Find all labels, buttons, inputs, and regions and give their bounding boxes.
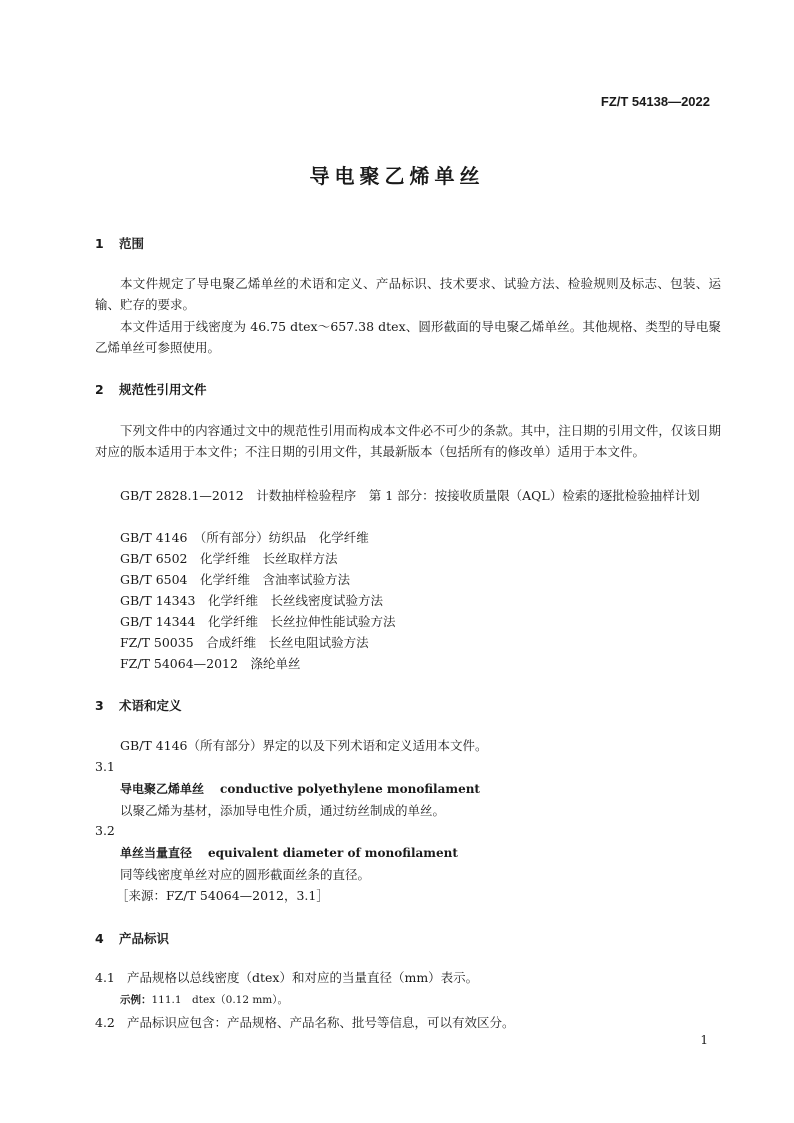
section-3-heading (95, 696, 182, 714)
standard-code: FZ/T 54138—2022 (600, 94, 710, 109)
reference-item: GB/T 14344 化学纤维 长丝拉伸性能试验方法 (120, 614, 396, 629)
clause-4-1 (95, 968, 478, 986)
reference-item: GB/T 2828.1—2012 计数抽样检验程序 第 1 部分：按接收质量限（AQL）检索的逐批检验抽样计划 (120, 488, 700, 503)
clause-text: 产品标识应包含：产品规格、产品名称、批号等信息，可以有效区分。 (127, 1015, 515, 1030)
scope-paragraph-2: 本文件适用于线密度为 46.75 dtex～657.38 dtex、圆形截面的导电聚乙烯单丝。其他规格、类型的导电聚乙烯单丝可参照使用。 (95, 319, 721, 355)
section-1-heading (95, 234, 144, 252)
scope-paragraph-1: 本文件规定了导电聚乙烯单丝的术语和定义、产品标识、技术要求、试验方法、检验规则及标志、包装、运输、贮存的要求。 (95, 276, 721, 312)
section-title: 规范性引用文件 (119, 382, 207, 397)
page-number: 1 (700, 1033, 708, 1047)
clause-text: 产品规格以总线密度（dtex）和对应的当量直径（mm）表示。 (127, 970, 479, 985)
reference-item: GB/T 14343 化学纤维 长丝线密度试验方法 (120, 593, 383, 608)
term-source: ［来源：FZ/T 54064—2012，3.1］ (116, 888, 329, 903)
reference-item: FZ/T 54064—2012 涤纶单丝 (120, 656, 301, 671)
term-definition: 以聚乙烯为基材，添加导电性介质，通过纺丝制成的单丝。 (120, 803, 446, 818)
reference-item: GB/T 6504 化学纤维 含油率试验方法 (120, 572, 351, 587)
reference-item: FZ/T 50035 合成纤维 长丝电阻试验方法 (120, 635, 369, 650)
section-title: 术语和定义 (119, 698, 182, 713)
terms-intro: GB/T 4146（所有部分）界定的以及下列术语和定义适用本文件。 (120, 738, 488, 753)
term-heading (120, 844, 458, 861)
term-heading (120, 780, 480, 797)
term-number: 3.2 (95, 823, 115, 838)
section-number: 2 (95, 382, 104, 397)
term-en: conductive polyethylene monofilament (220, 782, 480, 796)
normative-references-intro: 下列文件中的内容通过文中的规范性引用而构成本文件必不可少的条款。其中，注日期的引用文件，仅该日期对应的版本适用于本文件；不注日期的引用文件，其最新版本（包括所有的修改单）适用于本文件。 (95, 423, 721, 459)
example-label: 示例： (120, 994, 152, 1006)
clause-number: 4.1 (95, 970, 115, 985)
section-number: 1 (95, 236, 104, 251)
section-number: 4 (95, 931, 104, 946)
document-title: 导电聚乙烯单丝 (309, 164, 485, 188)
term-definition: 同等线密度单丝对应的圆形截面丝条的直径。 (120, 867, 371, 882)
term-cn: 导电聚乙烯单丝 (120, 782, 205, 796)
term-number: 3.1 (95, 759, 115, 774)
example-text: 111.1 dtex（0.12 mm）。 (151, 994, 289, 1006)
section-number: 3 (95, 698, 104, 713)
reference-item: GB/T 4146 （所有部分）纺织品 化学纤维 (120, 530, 369, 545)
reference-item: GB/T 6502 化学纤维 长丝取样方法 (120, 551, 338, 566)
section-4-heading (95, 929, 169, 947)
section-2-heading (95, 380, 207, 398)
section-title: 产品标识 (119, 931, 170, 946)
section-title: 范围 (119, 236, 145, 251)
term-en: equivalent diameter of monofilament (208, 846, 458, 860)
term-cn: 单丝当量直径 (120, 846, 193, 860)
clause-number: 4.2 (95, 1015, 115, 1030)
example (120, 992, 288, 1007)
clause-4-2 (95, 1013, 515, 1031)
